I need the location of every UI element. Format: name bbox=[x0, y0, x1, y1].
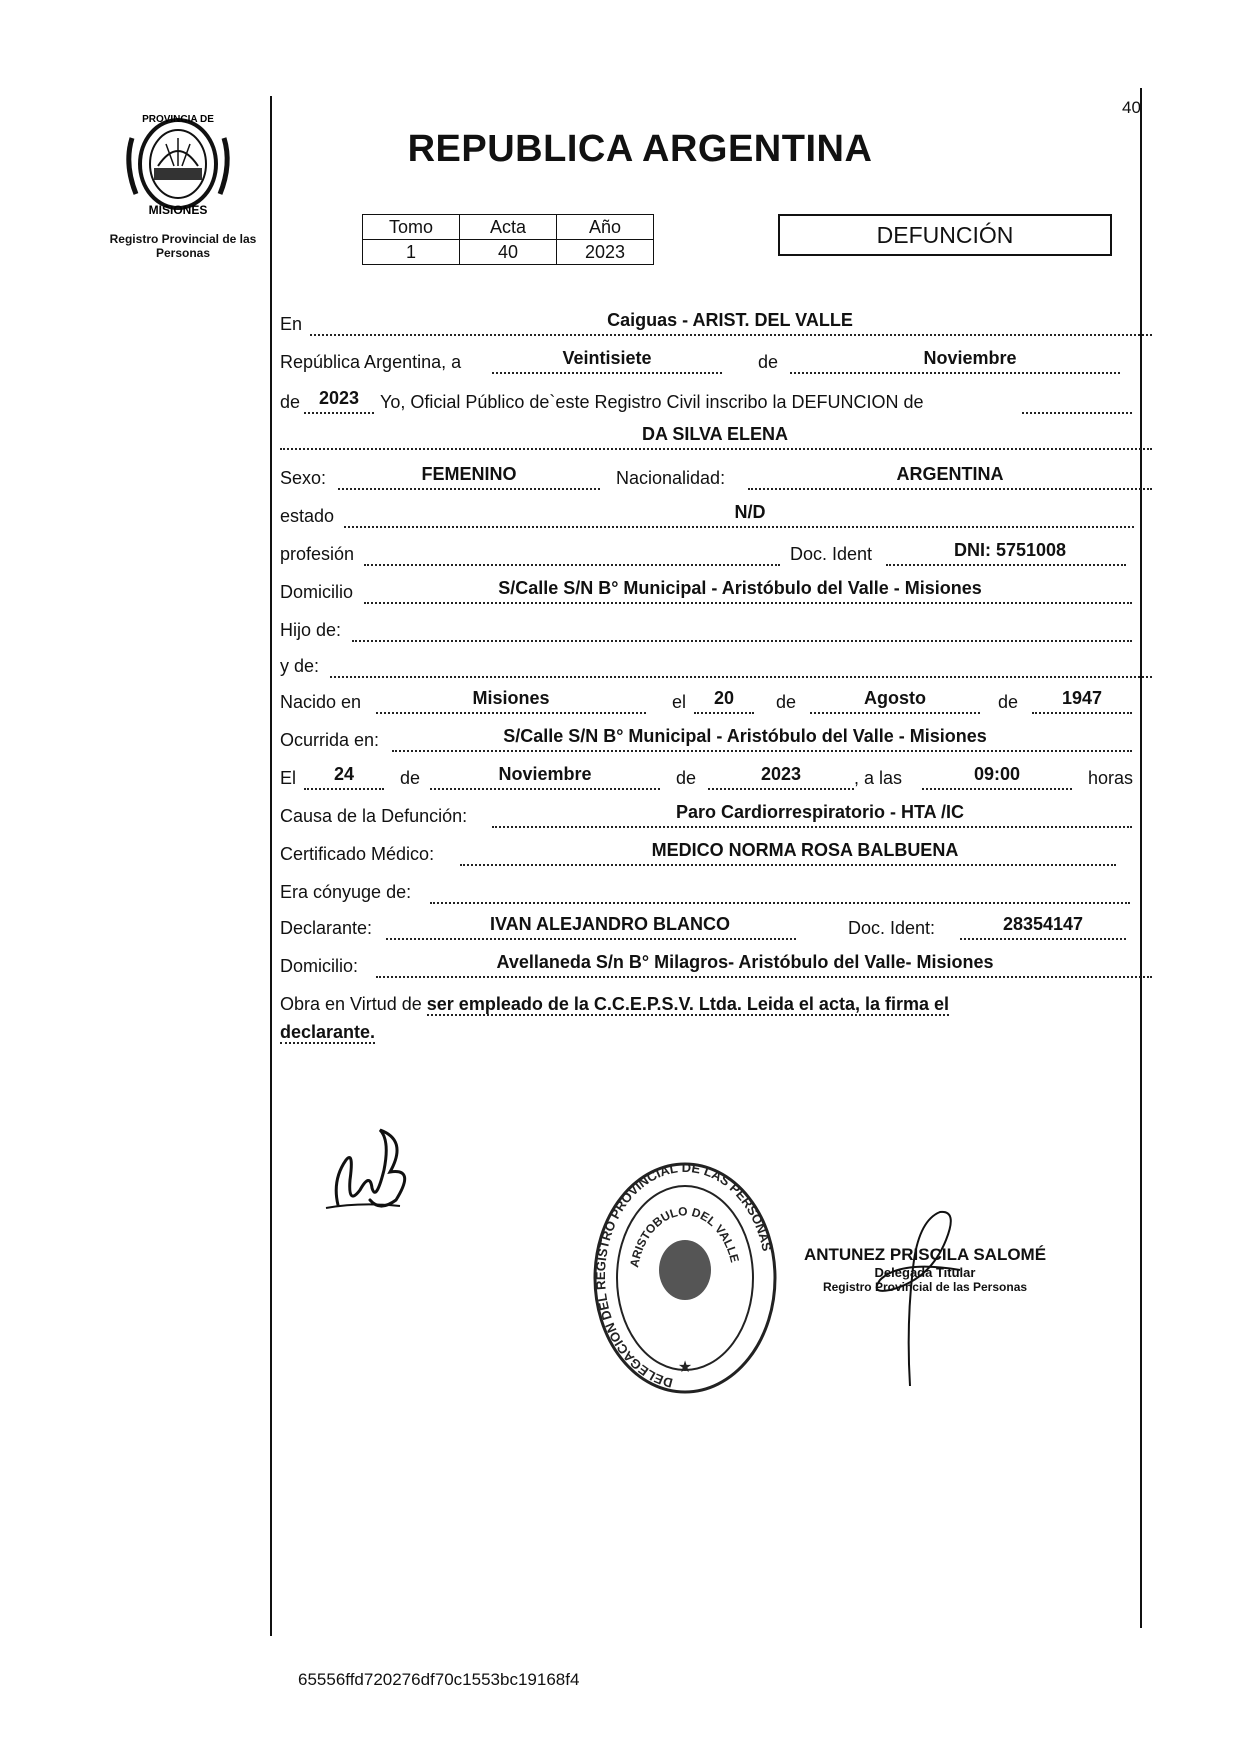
de-label-5: de bbox=[400, 768, 421, 788]
ocurrida-label: Ocurrida en: bbox=[280, 730, 380, 750]
dotted-line bbox=[310, 334, 1152, 336]
dotted-line bbox=[922, 788, 1072, 790]
dotted-line bbox=[430, 902, 1130, 904]
causa-value: Paro Cardiorrespiratorio - HTA /IC bbox=[675, 802, 965, 822]
domicilio-label: Domicilio bbox=[280, 582, 354, 602]
yde-label: y de: bbox=[280, 656, 320, 676]
nacido-lugar: Misiones bbox=[472, 688, 550, 708]
record-table-header-row bbox=[363, 215, 654, 240]
nacimiento-dia: 20 bbox=[713, 688, 735, 708]
de-label-4: de bbox=[998, 692, 1019, 712]
page-number: 40 bbox=[1122, 98, 1141, 117]
dotted-line bbox=[1032, 712, 1132, 714]
de-label-6: de bbox=[676, 768, 697, 788]
day-words: Veintisiete bbox=[562, 348, 652, 368]
stamp-role: Delegada Titular bbox=[874, 1265, 976, 1280]
doc-ident-label: Doc. Ident bbox=[790, 544, 873, 564]
de-label: de bbox=[758, 352, 779, 372]
nacionalidad-label: Nacionalidad: bbox=[616, 468, 726, 488]
dotted-line bbox=[376, 712, 646, 714]
nacimiento-mes: Agosto bbox=[864, 688, 926, 708]
dotted-line bbox=[694, 712, 754, 714]
declarante-doc: 28354147 bbox=[1002, 914, 1084, 934]
ocurrida-value: S/Calle S/N B° Municipal - Aristóbulo del Valle - Misiones bbox=[503, 726, 987, 746]
dotted-line bbox=[364, 602, 1132, 604]
defuncion-mes: Noviembre bbox=[498, 764, 592, 784]
seal-inner-text: ARISTOBULO DEL VALLE bbox=[627, 1204, 742, 1269]
domicilio2-label: Domicilio: bbox=[280, 956, 359, 976]
domicilio2-value: Avellaneda S/n B° Milagros- Aristóbulo del Valle- Misiones bbox=[496, 952, 994, 972]
stamp-name: ANTUNEZ PRISCILA SALOMÉ bbox=[803, 1245, 1047, 1264]
record-value-anio: 2023 bbox=[557, 240, 654, 265]
nacimiento-anio: 1947 bbox=[1061, 688, 1103, 708]
obra-label: Obra en Virtud de bbox=[280, 994, 422, 1014]
dotted-line bbox=[960, 938, 1126, 940]
dotted-line bbox=[344, 526, 1134, 528]
dotted-line bbox=[790, 372, 1120, 374]
dotted-line bbox=[364, 564, 780, 566]
row-domicilio-declarante bbox=[280, 952, 1152, 980]
deceased-name: DA SILVA ELENA bbox=[641, 424, 788, 444]
declarante-label: Declarante: bbox=[280, 918, 373, 938]
estado-value: N/D bbox=[734, 502, 766, 522]
profesion-label: profesión bbox=[280, 544, 355, 564]
row-ocurrida bbox=[280, 726, 1152, 754]
dotted-line bbox=[338, 488, 600, 490]
record-table bbox=[362, 214, 654, 265]
record-value-tomo: 1 bbox=[363, 240, 460, 265]
certificado-value: MEDICO NORMA ROSA BALBUENA bbox=[651, 840, 959, 860]
sexo-label: Sexo: bbox=[280, 468, 327, 488]
month: Noviembre bbox=[923, 348, 1017, 368]
row-causa bbox=[280, 802, 1152, 830]
org-name: Registro Provincial de las Personas bbox=[109, 232, 257, 260]
defuncion-anio: 2023 bbox=[760, 764, 802, 784]
row-yde bbox=[280, 652, 1152, 680]
defuncion-hora: 09:00 bbox=[973, 764, 1021, 784]
record-header-anio: Año bbox=[557, 215, 654, 240]
dotted-line bbox=[492, 372, 722, 374]
dotted-line bbox=[304, 788, 384, 790]
stamp-org: Registro Provincial de las Personas bbox=[822, 1280, 1028, 1294]
record-table-value-row bbox=[363, 240, 654, 265]
row-profesion bbox=[280, 540, 1152, 568]
republica-label: República Argentina, a bbox=[280, 352, 462, 372]
defuncion-dia: 24 bbox=[333, 764, 355, 784]
row-fecha-defuncion bbox=[280, 764, 1152, 792]
record-header-acta: Acta bbox=[460, 215, 557, 240]
row-name bbox=[280, 424, 1152, 452]
dotted-line bbox=[1022, 412, 1132, 414]
dotted-line bbox=[460, 864, 1116, 866]
row-nacido bbox=[280, 688, 1152, 716]
row-en bbox=[280, 310, 1152, 338]
sexo-value: FEMENINO bbox=[421, 464, 517, 484]
seal-outer-text: DELEGACION DEL REGISTRO PROVINCIAL DE LAS PERSONAS bbox=[593, 1159, 775, 1391]
conyuge-label: Era cónyuge de: bbox=[280, 882, 412, 902]
de-label-3: de bbox=[776, 692, 797, 712]
domicilio-value: S/Calle S/N B° Municipal - Aristóbulo del Valle - Misiones bbox=[498, 578, 982, 598]
dotted-line bbox=[386, 938, 796, 940]
year: 2023 bbox=[318, 388, 360, 408]
dotted-line bbox=[430, 788, 660, 790]
dotted-line bbox=[352, 640, 1132, 642]
row-domicilio bbox=[280, 578, 1152, 606]
record-header-tomo: Tomo bbox=[363, 215, 460, 240]
nacido-label: Nacido en bbox=[280, 692, 362, 712]
logo-text-top: PROVINCIA DE bbox=[142, 114, 214, 125]
causa-label: Causa de la Defunción: bbox=[280, 806, 468, 826]
declarante-value: IVAN ALEJANDRO BLANCO bbox=[489, 914, 730, 934]
dotted-line bbox=[304, 412, 374, 414]
row-sexo bbox=[280, 464, 1152, 492]
dotted-line bbox=[280, 448, 1152, 450]
dotted-line bbox=[748, 488, 1152, 490]
document-hash: 65556ffd720276df70c1553bc19168f4 bbox=[298, 1670, 580, 1689]
dotted-line bbox=[810, 712, 980, 714]
page-title: REPUBLICA ARGENTINA bbox=[407, 128, 873, 170]
estado-label: estado bbox=[280, 506, 335, 526]
horas-label: horas bbox=[1088, 768, 1134, 788]
dotted-line bbox=[392, 750, 1132, 752]
dotted-line bbox=[492, 826, 1132, 828]
obra-text-2: declarante. bbox=[280, 1022, 376, 1042]
en-value: Caiguas - ARIST. DEL VALLE bbox=[607, 310, 853, 330]
certificado-label: Certificado Médico: bbox=[280, 844, 435, 864]
handwritten-signature-icon bbox=[320, 1110, 430, 1220]
dni-value: DNI: 5751008 bbox=[953, 540, 1067, 560]
obra-text-1: ser empleado de la C.C.E.P.S.V. Ltda. Leida el acta, la firma el bbox=[426, 994, 950, 1014]
de-label-2: de bbox=[280, 392, 301, 412]
obra-paragraph bbox=[280, 990, 1152, 1046]
logo-text-bottom: MISIONES bbox=[148, 203, 208, 217]
nacionalidad-value: ARGENTINA bbox=[896, 464, 1004, 484]
provincia-de-misiones-coat-of-arms-icon bbox=[118, 108, 238, 218]
row-republica bbox=[280, 348, 1152, 376]
row-yo bbox=[280, 388, 1152, 416]
yo-text: Yo, Oficial Público de`este Registro Civil inscribo la DEFUNCION de bbox=[380, 392, 924, 412]
row-certificado bbox=[280, 840, 1152, 868]
dotted-line bbox=[886, 564, 1126, 566]
el2-label: El bbox=[280, 768, 297, 788]
row-hijo bbox=[280, 616, 1152, 644]
dotted-line bbox=[708, 788, 854, 790]
row-estado bbox=[280, 502, 1152, 530]
alas-label: , a las bbox=[854, 768, 903, 788]
dotted-line bbox=[330, 676, 1152, 678]
en-label: En bbox=[280, 314, 303, 334]
doc-ident2-label: Doc. Ident: bbox=[848, 918, 936, 938]
row-declarante bbox=[280, 914, 1152, 942]
official-seal-icon bbox=[590, 1158, 780, 1398]
stamp-signature-icon bbox=[850, 1200, 970, 1390]
svg-text:★: ★ bbox=[677, 1359, 693, 1376]
row-conyuge bbox=[280, 878, 1152, 906]
hijo-label: Hijo de: bbox=[280, 620, 342, 640]
el-label: el bbox=[672, 692, 687, 712]
left-margin-line bbox=[270, 96, 272, 1636]
record-value-acta: 40 bbox=[460, 240, 557, 265]
dotted-line bbox=[376, 976, 1152, 978]
record-type-box: DEFUNCIÓN bbox=[778, 214, 1112, 256]
